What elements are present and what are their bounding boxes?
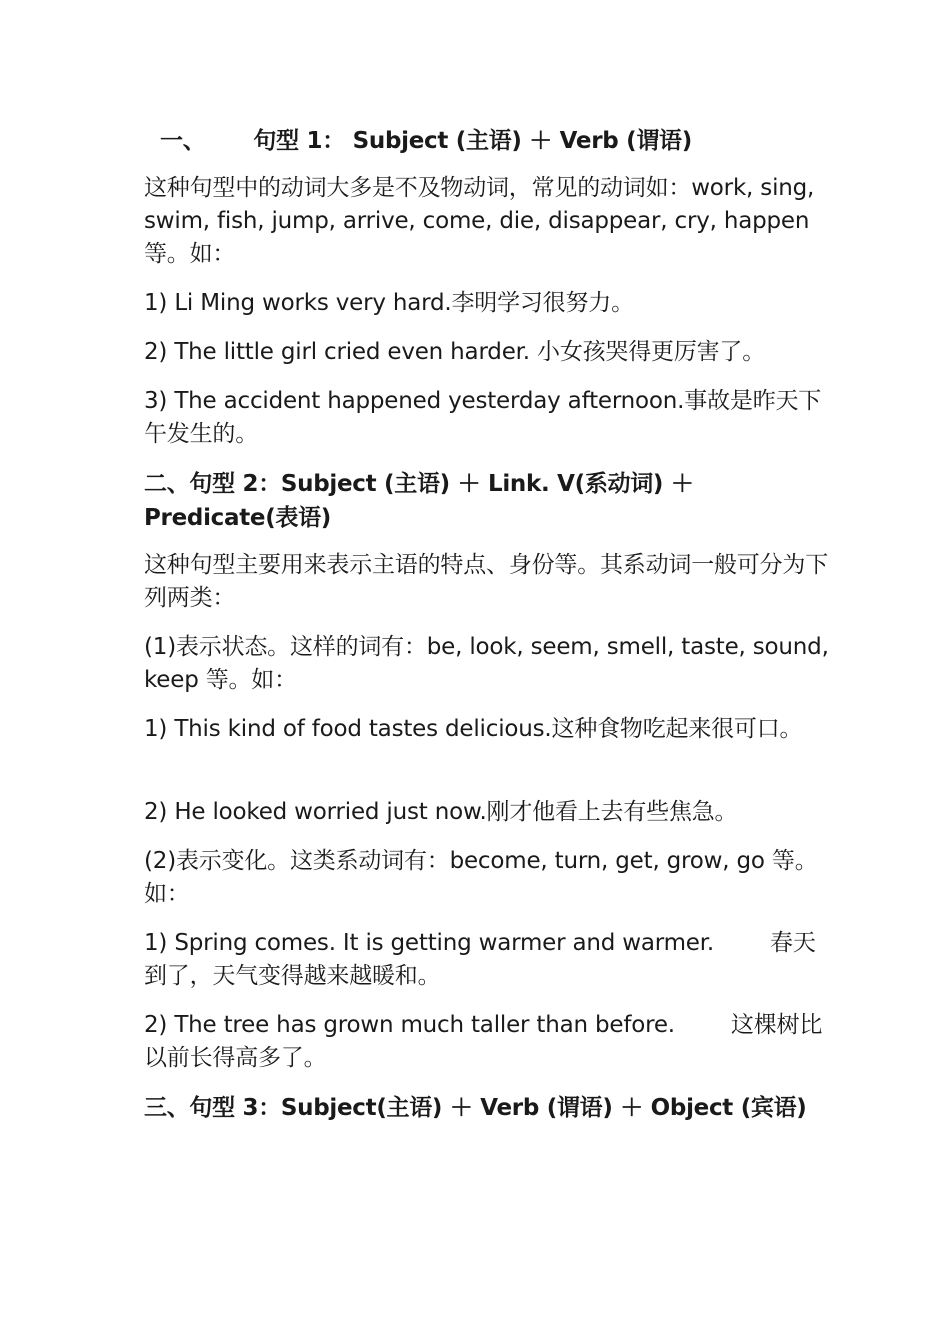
section2-change-example-2-zh: 这棵树比以前长得高多了。 [144,1012,823,1071]
document-content [144,124,834,1139]
section2-change-example-1 [144,927,834,993]
section1-heading [144,124,834,158]
section2-change-intro: (2)表示变化。这类系动词有：become, turn, get, grow, go 等。如： [144,848,818,907]
section1-example-2: 2) The little girl cried even harder. 小女孩哭得更厉害了。 [144,339,766,365]
section2-change-example-2 [144,1009,834,1075]
section2-change-example-1-en: 1) Spring comes. It is getting warmer and warmer. [144,930,715,956]
section3-heading: 三、句型 3：Subject(主语) ＋ Verb (谓语) ＋ Object (宾语) [144,1095,807,1121]
section1-example-3: 3) The accident happened yesterday afternoon.事故是昨天下午发生的。 [144,388,822,447]
section2-intro: 这种句型主要用来表示主语的特点、身份等。其系动词一般可分为下列两类： [144,552,829,611]
section1-example-1: 1) Li Ming works very hard.李明学习很努力。 [144,290,634,316]
section2-state-example-1: 1) This kind of food tastes delicious.这种食物吃起来很可口。 [144,716,803,742]
section1-intro: 这种句型中的动词大多是不及物动词，常见的动词如：work, sing, swim, fish, jump, arrive, come, die, disappear, cry, happen 等。如： [144,175,815,267]
section2-state-example-2: 2) He looked worried just now.刚才他看上去有些焦急。 [144,799,738,825]
section1-number: 一、 [160,128,206,154]
section1-title: 句型 1： Subject (主语) ＋ Verb (谓语) [253,128,692,154]
section2-change-example-2-en: 2) The tree has grown much taller than before. [144,1012,675,1038]
section2-change-example-1-zh: 春天到了，天气变得越来越暖和。 [144,930,816,989]
section2-heading: 二、句型 2：Subject (主语) ＋ Link. V(系动词) ＋ Predicate(表语) [144,471,694,531]
section2-state-intro: (1)表示状态。这样的词有：be, look, seem, smell, taste, sound, keep 等。如： [144,634,829,693]
